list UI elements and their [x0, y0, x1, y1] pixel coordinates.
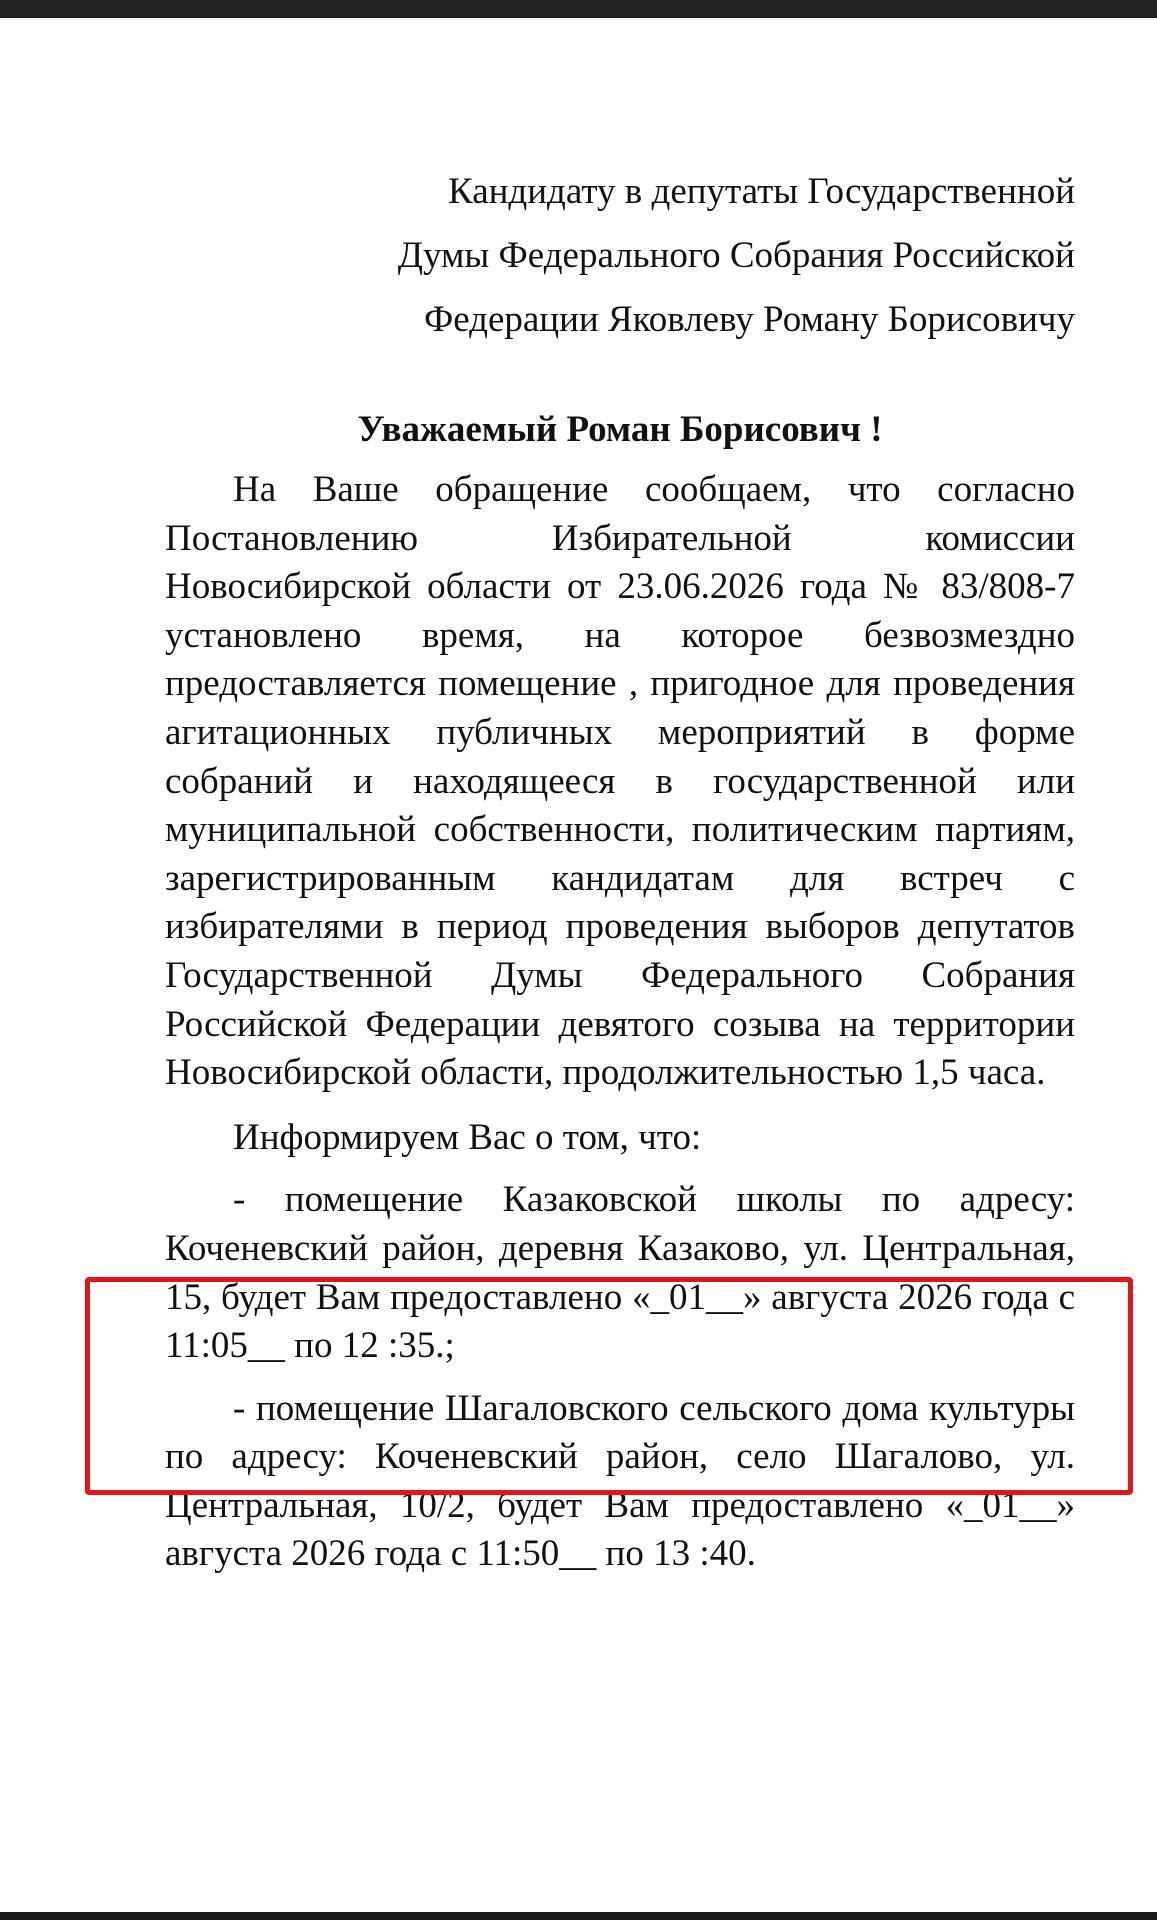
- bottom-edge-bar: [0, 1912, 1157, 1920]
- addressee-line: Кандидату в депутаты Государственной: [448, 171, 1075, 212]
- venue-item-shagalovo: - помещение Шагаловского сельского дома культуры по адресу: Коченевский район, село Шагалово, ул. Центральная, 10/2, будет Вам предоставлено «_01__» августа 2026 года с 11:50__ по 13 :40.: [165, 1387, 1075, 1575]
- highlight-annotation-box: [85, 1277, 1133, 1495]
- inform-intro: Информируем Вас о том, что:: [233, 1116, 702, 1158]
- addressee-block: [165, 160, 1075, 352]
- venue-item-kazakovo: - помещение Казаковской школы по адресу: Коченевский район, деревня Казаково, ул. Центральная, 15, будет Вам предоставлено «_01__» августа 2026 года с 11:05__ по 12 :35.;: [165, 1179, 1075, 1367]
- salutation: Уважаемый Роман Борисович !: [357, 409, 883, 450]
- addressee-line: Федерации Яковлеву Роману Борисовичу: [423, 299, 1075, 340]
- main-paragraph: На Ваше обращение сообщаем, что согласно Постановлению Избирательной комиссии Новосибирской области от 23.06.2026 года № 83/808-7 установлено время, на которое безвозмездно предоставляется помещение , пригодное для проведения агитационных публичных мероприятий в форме собраний и находящееся в государственной или муниципальной собственности, политическим партиям, зарегистрированным кандидатам для встреч с избирателями в период проведения выборов депутатов Государственной Думы Федерального Собрания Российской Федерации девятого созыва на территории Новосибирской области, продолжительностью 1,5 часа.: [165, 469, 1075, 1094]
- addressee-line: Думы Федерального Собрания Российской: [397, 235, 1075, 276]
- top-status-bar: [0, 0, 1157, 18]
